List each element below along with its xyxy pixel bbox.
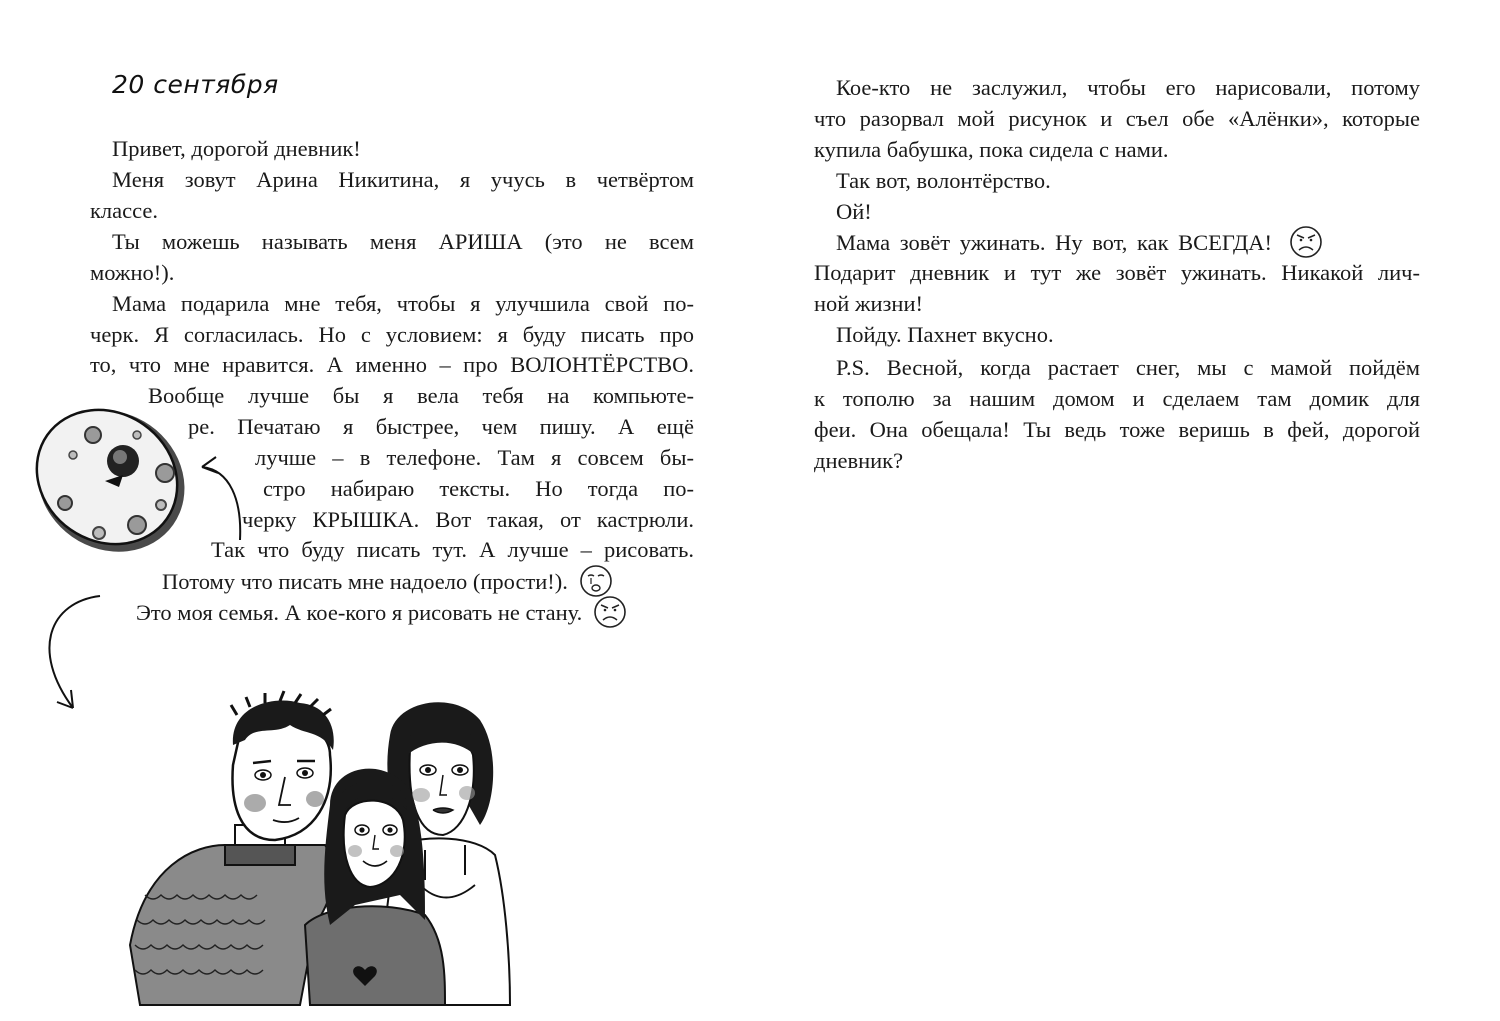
text-line: Потому что писать мне надоело (прости!). bbox=[162, 569, 568, 595]
family-drawing bbox=[125, 695, 525, 1015]
curved-arrow-icon bbox=[190, 445, 250, 545]
text-line-with-emoji bbox=[136, 597, 628, 633]
text-line: Так вот, волонтёрство. bbox=[836, 168, 1051, 193]
text-line: классе. bbox=[90, 198, 159, 223]
text-line: Мама подарила мне тебя, чтобы я улучшила свой по- bbox=[112, 291, 694, 316]
text-line: лучше – в телефоне. Там я совсем бы- bbox=[255, 445, 694, 470]
text-line: Привет, дорогой дневник! bbox=[112, 136, 361, 161]
pot-lid-drawing bbox=[25, 395, 195, 565]
text-line: что разорвал мой рисунок и съел обе «Алёнки», которые bbox=[814, 106, 1420, 131]
text-line: Подарит дневник и тут же зовёт ужинать. Никакой лич- bbox=[814, 260, 1420, 285]
text-line: можно!). bbox=[90, 260, 175, 285]
text-line: дневник? bbox=[814, 448, 904, 473]
text-line: Мама зовёт ужинать. Ну вот, как ВСЕГДА! bbox=[836, 230, 1273, 256]
text-line: Пойду. Пахнет вкусно. bbox=[836, 322, 1054, 347]
text-line: феи. Она обещала! Ты ведь тоже веришь в фей, дорогой bbox=[814, 417, 1420, 442]
diary-date-heading: 20 сентября bbox=[112, 70, 279, 99]
text-line: черк. Я согласилась. Но с условием: я буду писать про bbox=[90, 322, 694, 347]
text-line: стро набираю тексты. Но тогда по- bbox=[263, 476, 694, 501]
angry-face-icon bbox=[592, 594, 628, 630]
angry-face-icon bbox=[1288, 224, 1324, 260]
text-line: ной жизни! bbox=[814, 291, 924, 316]
text-line: к тополю за нашим домом и сделаем там домик для bbox=[814, 386, 1420, 411]
text-line: Кое-кто не заслужил, чтобы его нарисовали, потому bbox=[836, 75, 1420, 100]
text-line: то, что мне нравится. А именно – про ВОЛОНТЁРСТВО. bbox=[90, 352, 694, 377]
text-line: Меня зовут Арина Никитина, я учусь в четвёртом bbox=[112, 167, 694, 192]
text-line: ре. Печатаю я быстрее, чем пишу. А ещё bbox=[188, 414, 694, 439]
text-line: Вообще лучше бы я вела тебя на компьюте- bbox=[148, 383, 694, 408]
text-line: Ты можешь называть меня АРИША (это не всем bbox=[112, 229, 694, 254]
text-line: P.S. Весной, когда растает снег, мы с мамой пойдём bbox=[836, 355, 1420, 380]
text-line: Ой! bbox=[836, 199, 872, 224]
text-line: Это моя семья. А кое-кого я рисовать не стану. bbox=[136, 600, 583, 626]
text-line: черку КРЫШКА. Вот такая, от кастрюли. bbox=[242, 507, 694, 532]
text-line: Так что буду писать тут. А лучше – рисовать. bbox=[211, 537, 694, 562]
text-line: купила бабушка, пока сидела с нами. bbox=[814, 137, 1169, 162]
curved-arrow-icon bbox=[25, 590, 115, 720]
